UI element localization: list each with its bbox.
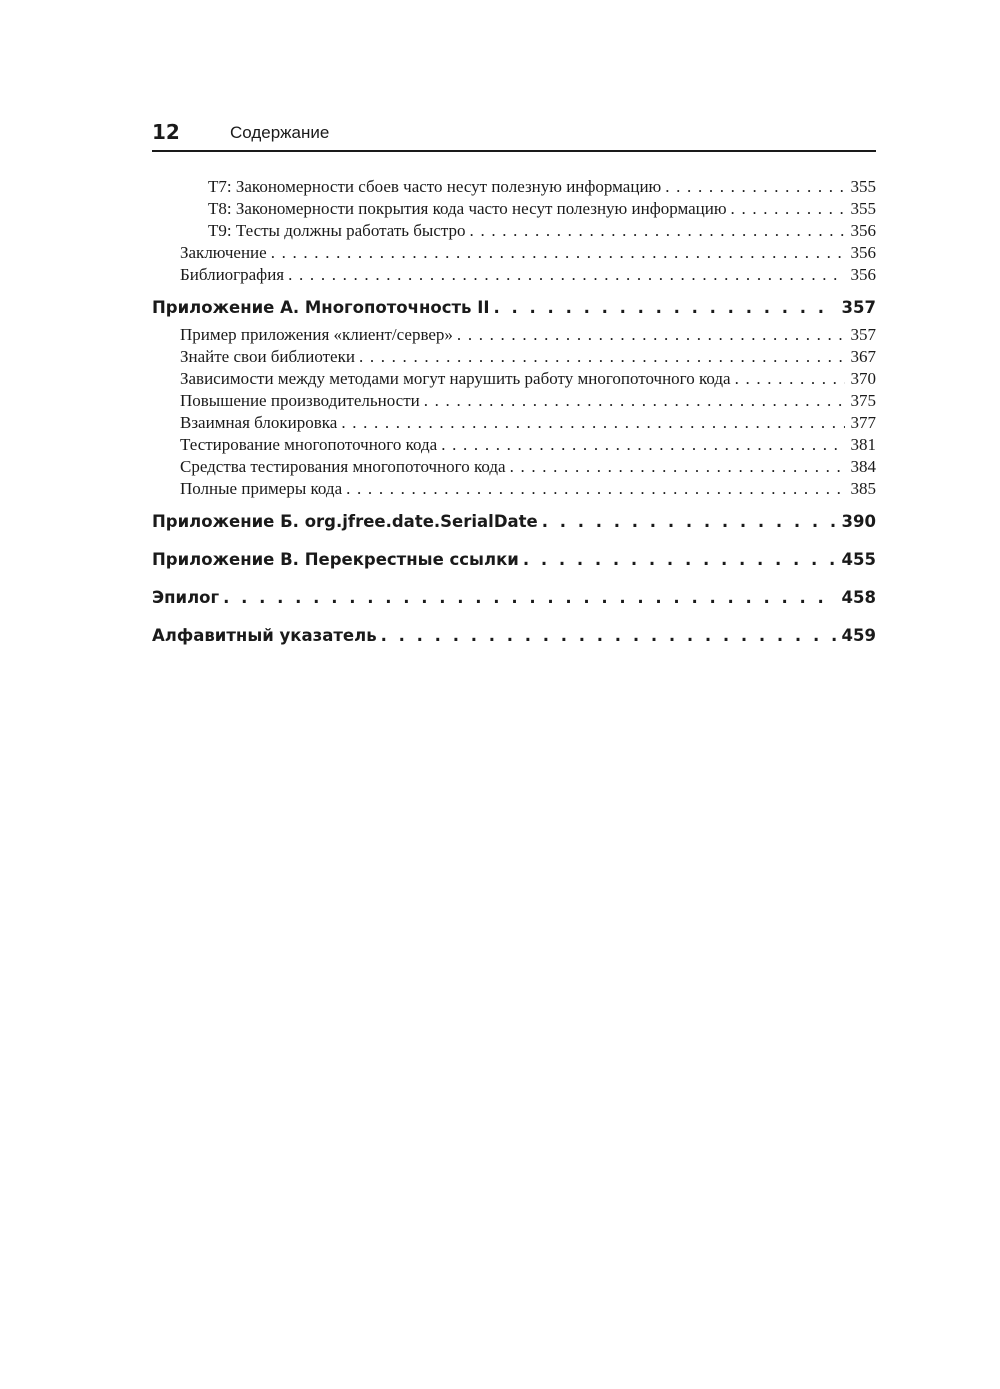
toc-entry-title: Средства тестирования многопоточного кода bbox=[180, 457, 506, 476]
dot-leader bbox=[424, 390, 845, 412]
toc-entry bbox=[152, 390, 876, 412]
toc-chapter-page: 357 bbox=[841, 298, 876, 317]
toc-entry-title: Заключение bbox=[180, 243, 267, 262]
dot-leader bbox=[271, 242, 845, 264]
dot-leader bbox=[665, 176, 844, 198]
toc-entry-title: Тестирование многопоточного кода bbox=[180, 435, 438, 454]
dot-leader bbox=[510, 456, 845, 478]
toc-chapter-appendix-a bbox=[152, 296, 876, 320]
toc-entry-title: Взаимная блокировка bbox=[180, 413, 338, 432]
dot-leader bbox=[542, 510, 836, 534]
toc-entry-page: 355 bbox=[850, 177, 876, 196]
toc-entry-page: 357 bbox=[850, 325, 876, 344]
toc-entry-t8 bbox=[152, 198, 876, 220]
toc-entry-title: T8: Закономерности покрытия кода часто несут полезную информацию bbox=[208, 199, 727, 218]
toc-entry-page: 367 bbox=[850, 347, 876, 366]
toc-entry-bibliography bbox=[152, 264, 876, 286]
toc-entry-page: 355 bbox=[850, 199, 876, 218]
toc-entry-t9 bbox=[152, 220, 876, 242]
toc-entry-title: Полные примеры кода bbox=[180, 479, 343, 498]
toc-chapter-title: Приложение Б. org.jfree.date.SerialDate bbox=[152, 512, 538, 531]
toc-entry bbox=[152, 324, 876, 346]
dot-leader bbox=[735, 368, 845, 390]
toc-entry-title: Знайте свои библиотеки bbox=[180, 347, 355, 366]
toc-entry-title: T7: Закономерности сбоев часто несут полезную информацию bbox=[208, 177, 662, 196]
toc-entry-t7 bbox=[152, 176, 876, 198]
table-of-contents bbox=[152, 176, 876, 648]
running-title: Содержание bbox=[230, 123, 330, 142]
toc-entry-page: 356 bbox=[850, 221, 876, 240]
toc-entry-page: 377 bbox=[850, 413, 876, 432]
dot-leader bbox=[523, 548, 836, 572]
toc-chapter-title: Приложение В. Перекрестные ссылки bbox=[152, 550, 519, 569]
toc-entry-page: 356 bbox=[850, 243, 876, 262]
page-header bbox=[152, 118, 876, 152]
dot-leader bbox=[346, 478, 844, 500]
toc-chapter-epilogue bbox=[152, 586, 876, 610]
toc-entry bbox=[152, 434, 876, 456]
dot-leader bbox=[441, 434, 844, 456]
toc-entry-page: 356 bbox=[850, 265, 876, 284]
dot-leader bbox=[381, 624, 836, 648]
toc-chapter-appendix-b bbox=[152, 510, 876, 534]
toc-entry bbox=[152, 478, 876, 500]
toc-entry-page: 375 bbox=[850, 391, 876, 410]
toc-chapter-page: 458 bbox=[841, 588, 876, 607]
toc-chapter-title: Приложение А. Многопоточность II bbox=[152, 298, 490, 317]
toc-entry-page: 384 bbox=[850, 457, 876, 476]
toc-entry bbox=[152, 368, 876, 390]
page-number: 12 bbox=[152, 120, 180, 144]
toc-entry-page: 370 bbox=[850, 369, 876, 388]
dot-leader bbox=[494, 296, 836, 320]
dot-leader bbox=[359, 346, 845, 368]
toc-entry-conclusion bbox=[152, 242, 876, 264]
toc-entry bbox=[152, 412, 876, 434]
toc-entry-title: Зависимости между методами могут нарушить работу многопоточного кода bbox=[180, 369, 731, 388]
toc-entry bbox=[152, 456, 876, 478]
toc-entry-page: 381 bbox=[850, 435, 876, 454]
dot-leader bbox=[223, 586, 835, 610]
toc-entry-title: Пример приложения «клиент/сервер» bbox=[180, 325, 453, 344]
toc-chapter-index bbox=[152, 624, 876, 648]
toc-chapter-title: Алфавитный указатель bbox=[152, 626, 377, 645]
dot-leader bbox=[288, 264, 844, 286]
toc-entry-title: Библиография bbox=[180, 265, 285, 284]
toc-chapter-title: Эпилог bbox=[152, 588, 220, 607]
toc-entry bbox=[152, 346, 876, 368]
dot-leader bbox=[341, 412, 844, 434]
dot-leader bbox=[731, 198, 845, 220]
toc-entry-title: Повышение производительности bbox=[180, 391, 420, 410]
toc-chapter-page: 390 bbox=[841, 512, 876, 531]
toc-chapter-page: 459 bbox=[841, 626, 876, 645]
dot-leader bbox=[457, 324, 845, 346]
toc-chapter-appendix-c bbox=[152, 548, 876, 572]
toc-entry-title: T9: Тесты должны работать быстро bbox=[208, 221, 466, 240]
toc-entry-page: 385 bbox=[850, 479, 876, 498]
toc-chapter-page: 455 bbox=[841, 550, 876, 569]
dot-leader bbox=[470, 220, 845, 242]
